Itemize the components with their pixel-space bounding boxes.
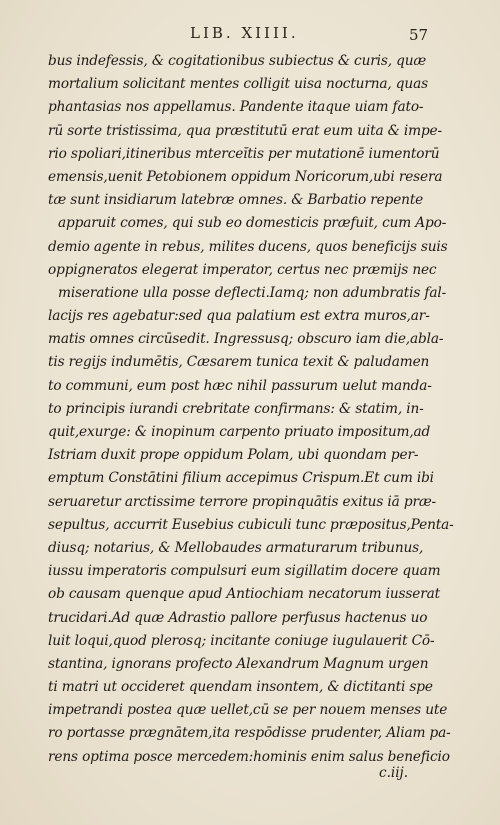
text-line: miseratione ulla posse deflecti.Iamq; non adumbratis fal- — [58, 284, 447, 301]
text-line: Istriam duxit prope oppidum Polam, ubi quondam per- — [48, 447, 419, 464]
text-line: iussu imperatoris compulsuri eum sigillatim docere quam — [48, 563, 441, 580]
text-line: demio agente in rebus, milites ducens, quos beneficijs suis — [48, 238, 448, 255]
text-line: tis regijs indumētis, Cæsarem tunica texit & paludamen — [48, 354, 430, 371]
text-line: ob causam quenque apud Antiochiam necatorum iusserat — [48, 586, 440, 603]
text-line: bus indefessis, & cogitationibus subiectus & curis, quæ — [48, 53, 427, 69]
text-line: lacijs res agebatur:sed qua palatium est extra muros,ar- — [48, 308, 430, 325]
text-line: ti matri ut occideret quendam insontem, & dictitanti spe — [48, 679, 433, 696]
text-line: impetrandi postea quæ uellet,cū se per nouem menses ute — [48, 702, 448, 719]
text-line: mortalium solicitant mentes colligit uisa nocturna, quas — [48, 76, 428, 93]
text-line: tæ sunt insidiarum latebræ omnes. & Barbatio repente — [48, 192, 424, 209]
page-number: 57 — [409, 26, 429, 44]
text-line: rio spoliari,itineribus mterceĭtis per mutationē iumentorū — [48, 145, 440, 162]
text-line: seruaretur arctissime terrore propinquātis exitus iā præ- — [48, 493, 437, 510]
text-line: stantina, ignorans profecto Alexandrum Magnum urgen — [48, 655, 429, 672]
text-line: phantasias nos appellamus. Pandente itaque uiam fato- — [48, 99, 424, 116]
text-line: matis omnes circūsedit. Ingressusq; obscuro iam die,abla- — [48, 331, 444, 348]
text-line: to principis iurandi crebritate confirmans: & statim, in- — [48, 400, 424, 417]
text-line: rū sorte tristissima, qua præstitutū erat eum uita & impe- — [48, 122, 442, 139]
text-line: oppigneratos elegerat imperator, certus nec præmijs nec — [48, 261, 437, 278]
text-line: emensis,uenit Petobionem oppidum Noricorum,ubi resera — [48, 168, 443, 185]
text-line: ro portasse prægnātem,ita respōdisse prudenter, Aliam pa- — [48, 725, 451, 742]
body-text — [48, 50, 454, 769]
signature-mark: c.iij. — [379, 765, 408, 781]
page-header — [0, 24, 500, 48]
text-line: luit loqui,quod plerosq; incitante coniuge iugulauerit Cō- — [48, 632, 435, 649]
text-line: trucidari.Ad quæ Adrastio pallore perfusus hactenus uo — [48, 609, 428, 626]
running-head: LIB. XIIII. — [190, 24, 299, 42]
text-line: sepultus, accurrit Eusebius cubiculi tunc præpositus,Penta- — [48, 516, 454, 533]
text-line: rens optima posce mercedem:hominis enim salus beneficio — [48, 748, 450, 765]
text-line: quit,exurge: & inopinum carpento priuato impositum,ad — [48, 424, 431, 440]
text-line: emptum Constātini filium accepimus Crispum.Et cum ibi — [48, 470, 434, 487]
text-line: apparuit comes, qui sub eo domesticis præfuit, cum Apo- — [58, 215, 447, 232]
text-line: to communi, eum post hæc nihil passurum uelut manda- — [48, 377, 432, 394]
text-line: diusq; notarius, & Mellobaudes armaturarum tribunus, — [48, 539, 424, 556]
